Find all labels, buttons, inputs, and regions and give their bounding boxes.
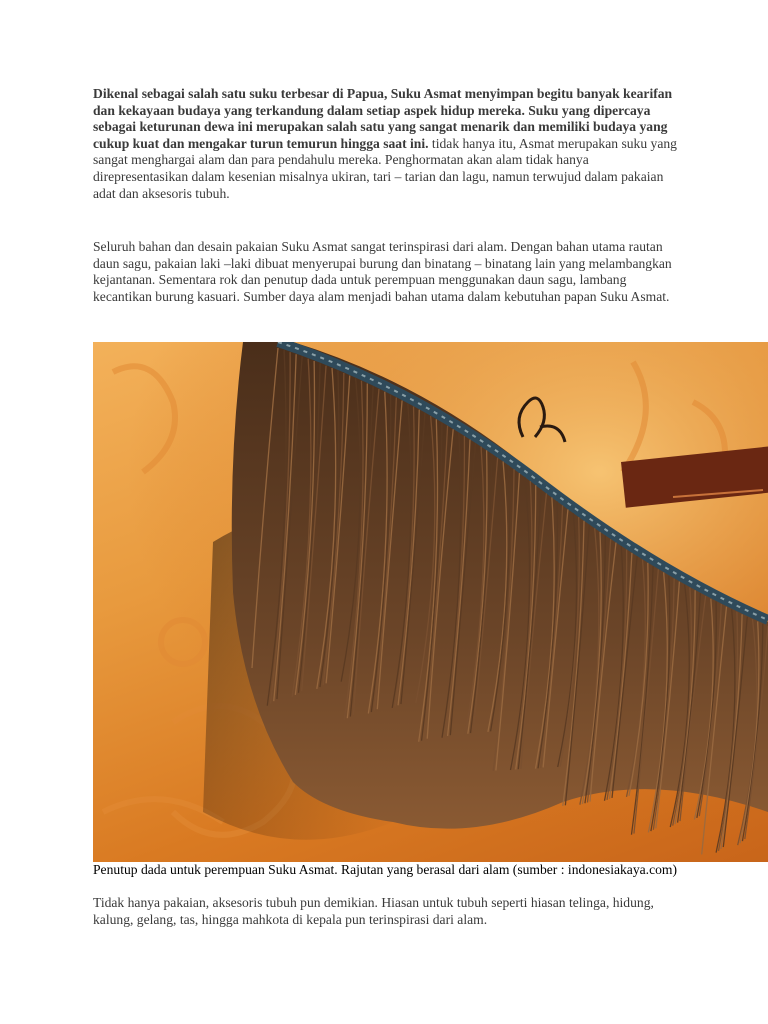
- intro-bold-text: Dikenal sebagai salah satu suku terbesar di Papua, Suku Asmat menyimpan begitu banyak kearifan dan kekayaan budaya yang terkandung dalam setiap aspek hidup mereka. Suku yang dipercaya sebagai keturunan dewa ini merupakan salah satu yang sangat menarik dan memiliki budaya yang cukup kuat dan mengakar turun temurun hingga saat ini.: [93, 86, 673, 151]
- photo-illustration: [93, 342, 768, 862]
- accessories-paragraph: Tidak hanya pakaian, aksesoris tubuh pun demikian. Hiasan untuk tubuh seperti hiasan telinga, hidung, kalung, gelang, tas, hingga mahkota di kepala pun terinspirasi dari alam.: [93, 895, 654, 927]
- materials-paragraph: Seluruh bahan dan desain pakaian Suku Asmat sangat terinspirasi dari alam. Dengan bahan utama rautan daun sagu, pakaian laki –laki dibuat menyerupai burung dan binatang – binatang lain yang melambangkan kejantanan. Sementara rok dan penutup dada untuk perempuan menggunakan daun sagu, lambang kecantikan burung kasuari. Sumber daya alam menjadi bahan utama dalam kebutuhan papan Suku Asmat.: [93, 239, 672, 304]
- photo-caption: Penutup dada untuk perempuan Suku Asmat. Rajutan yang berasal dari alam (sumber : indonesiakaya.com): [93, 862, 677, 877]
- intro-normal-text: tidak hanya itu, Asmat merupakan suku yang sangat menghargai alam dan para pendahulu mereka. Penghormatan akan alam tidak hanya direpresentasikan dalam kesenian misalnya ukiran, tari – tarian dan lagu, namun terwujud dalam pakaian adat dan aksesoris tubuh.: [93, 135, 677, 201]
- intro-paragraph: [93, 86, 685, 202]
- asmat-chest-cover-photo: [93, 342, 768, 862]
